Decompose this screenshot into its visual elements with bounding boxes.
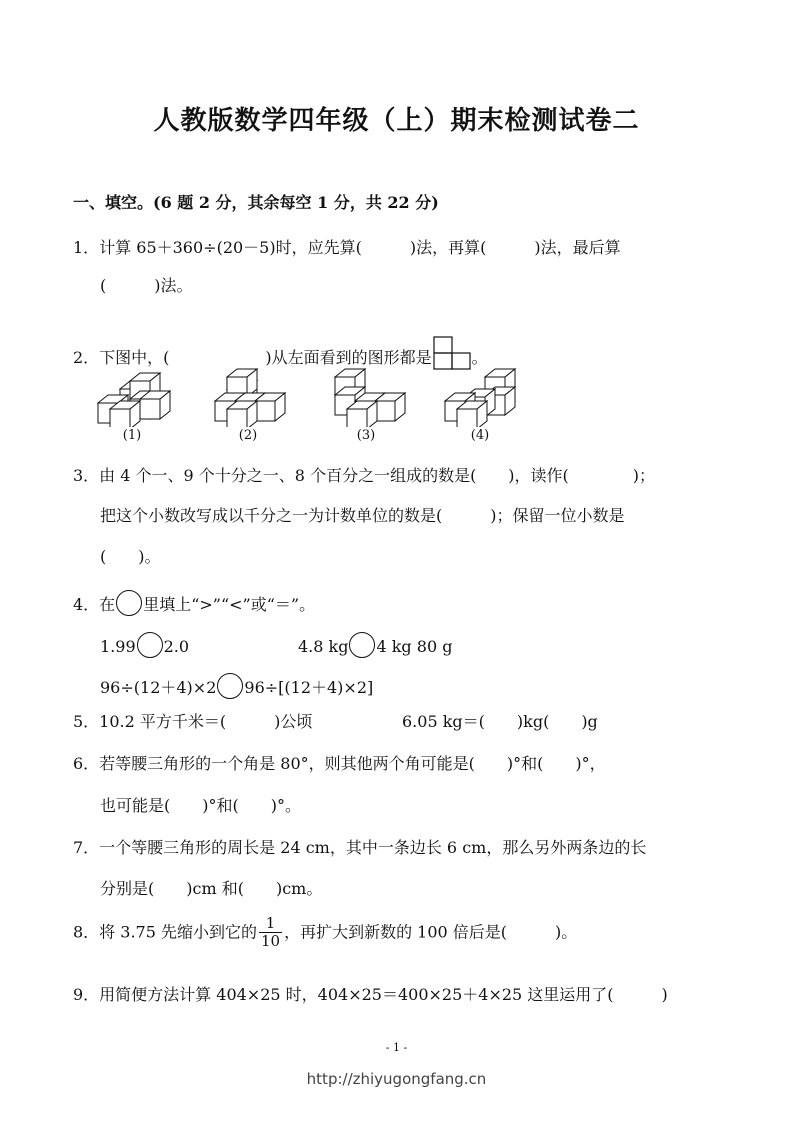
- question-1-line-2: ( )法。: [100, 276, 193, 295]
- compare-circle-icon: [349, 632, 375, 658]
- compare-circle-icon: [137, 632, 163, 658]
- section-heading-fill-in: 一、填空。(6 题 2 分，其余每空 1 分，共 22 分): [73, 193, 439, 212]
- fraction-one-tenth: [259, 915, 282, 951]
- cube-figures: [90, 365, 530, 427]
- question-5b: 6.05 kg＝( )kg( )g: [402, 712, 598, 731]
- figure-label-2: (2): [238, 428, 258, 443]
- q4b-left: 4.8 kg: [298, 637, 349, 656]
- fraction-denominator: 10: [260, 932, 281, 951]
- question-5a: 5．10.2 平方千米＝( )公顷: [73, 712, 313, 731]
- question-3-line-2: 把这个小数改写成以千分之一为计数单位的数是( )；保留一位小数是: [100, 506, 625, 525]
- figure-4-cubes: [445, 369, 515, 427]
- question-8-line: [73, 915, 577, 951]
- question-4a: [100, 632, 189, 658]
- figure-3-cubes: [335, 369, 405, 427]
- figure-label-1: (1): [122, 428, 142, 443]
- q4a-left: 1.99: [100, 637, 136, 656]
- figure-1-cubes: [98, 373, 170, 427]
- question-2-text: 2．下图中，( )从左面看到的图形都是: [73, 348, 432, 367]
- q4a-right: 2.0: [163, 637, 190, 656]
- compare-circle-icon: [217, 673, 243, 699]
- page-title: 人教版数学四年级（上）期末检测试卷二: [153, 106, 640, 136]
- q4c-left: 96÷(12＋4)×2: [100, 678, 217, 697]
- question-4-line: [73, 590, 315, 616]
- question-6-line-1: 6．若等腰三角形的一个角是 80°，则其他两个角可能是( )°和( )°，: [73, 754, 606, 773]
- question-4b: [298, 632, 452, 658]
- question-1-line-1: 1．计算 65＋360÷(20－5)时，应先算( )法，再算( )法，最后算: [73, 238, 621, 257]
- question-6-line-2: 也可能是( )°和( )°。: [100, 796, 301, 815]
- fraction-numerator: 1: [259, 915, 282, 933]
- question-4c: [100, 673, 373, 699]
- question-8-text-pre: 8．将 3.75 先缩小到它的: [73, 922, 257, 942]
- figure-label-4: (4): [470, 428, 490, 443]
- footer-url: http://zhiyugongfang.cn: [306, 1070, 487, 1088]
- question-3-line-1: 3．由 4 个一、9 个十分之一、8 个百分之一组成的数是( )，读作( )；: [73, 466, 656, 485]
- question-8-text-post: ，再扩大到新数的 100 倍后是( )。: [284, 922, 578, 942]
- question-9-line: 9．用简便方法计算 404×25 时，404×25＝400×25＋4×25 这里运用了( ): [73, 985, 668, 1004]
- figure-2-cubes: [215, 369, 285, 427]
- q4b-right: 4 kg 80 g: [376, 637, 453, 656]
- question-7-line-2: 分别是( )cm 和( )cm。: [100, 879, 323, 898]
- figure-label-3: (3): [356, 428, 376, 443]
- question-4-text-pre: 4．在: [73, 595, 116, 614]
- q4c-right: 96÷[(12＋4)×2]: [244, 678, 374, 697]
- question-4-text-post: 里填上“>”“<”或“＝”。: [143, 595, 316, 614]
- question-7-line-1: 7．一个等腰三角形的周长是 24 cm，其中一条边长 6 cm，那么另外两条边的长: [73, 838, 647, 857]
- page-number: - 1 -: [385, 1041, 408, 1054]
- question-2-end: 。: [471, 348, 488, 367]
- compare-circle-icon: [116, 590, 142, 616]
- question-3-line-3: ( )。: [100, 547, 161, 566]
